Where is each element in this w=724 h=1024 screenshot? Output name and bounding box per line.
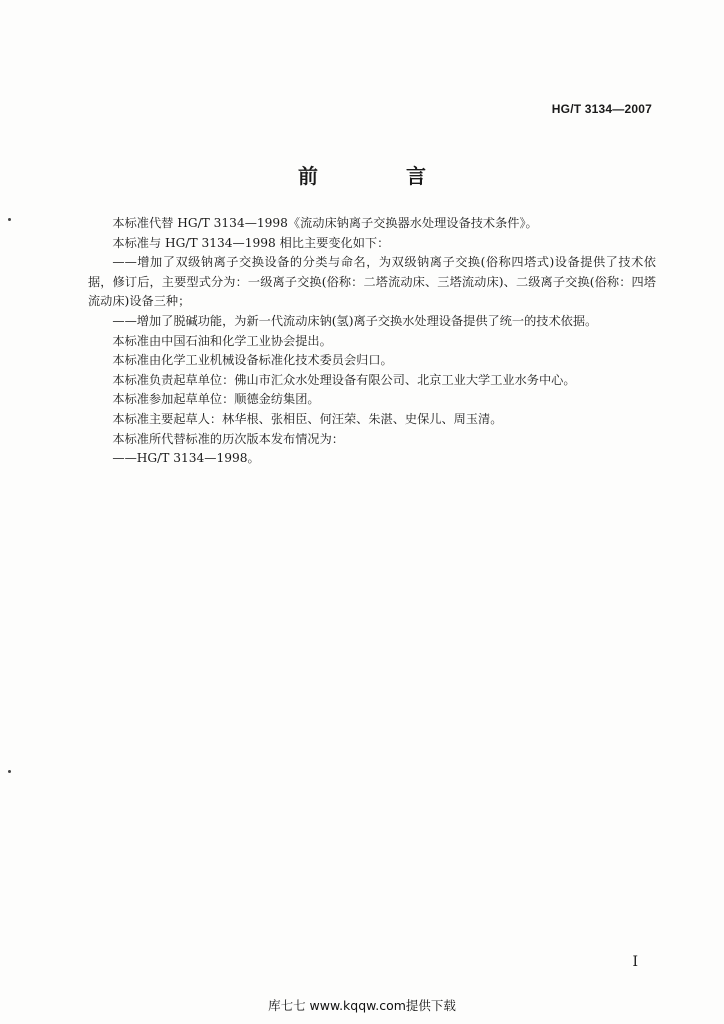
scan-speck bbox=[8, 770, 11, 773]
page-number: I bbox=[632, 954, 638, 970]
scan-speck bbox=[8, 218, 11, 221]
paragraph-centralized-by: 本标准由化学工业机械设备标准化技术委员会归口。 bbox=[112, 353, 393, 368]
preface-body bbox=[88, 214, 656, 469]
paragraph-replaces: 本标准代替 HG/T 3134—1998《流动床钠离子交换器水处理设备技术条件》。 bbox=[112, 216, 538, 230]
paragraph-proposed-by: 本标准由中国石油和化学工业协会提出。 bbox=[112, 333, 332, 348]
paragraph-participating-unit: 本标准参加起草单位：顺德金纺集团。 bbox=[112, 392, 320, 407]
footer-watermark: 库七七 www.kqqw.com提供下载 bbox=[268, 998, 456, 1013]
paragraph-change-dealkalization: ——增加了脱碱功能，为新一代流动床钠(氢)离子交换水处理设备提供了统一的技术依据。 bbox=[112, 313, 598, 328]
standard-code: HG/T 3134—2007 bbox=[551, 102, 652, 116]
paragraph-drafters: 本标准主要起草人：林华根、张相臣、何汪荣、朱湛、史保儿、周玉清。 bbox=[112, 411, 503, 426]
paragraph-change-classification: ——增加了双级钠离子交换设备的分类与命名，为双级钠离子交换(俗称四塔式)设备提供了技术依据，修订后，主要型式分为：一级离子交换(俗称：二塔流动床、三塔流动床)、二级离子交换(俗称：四塔流动床)设备三种； bbox=[88, 255, 656, 309]
paragraph-history-intro: 本标准所代替标准的历次版本发布情况为： bbox=[112, 431, 344, 446]
page-title: 前 言 bbox=[298, 164, 460, 188]
paragraph-history-item: ——HG/T 3134—1998。 bbox=[112, 451, 260, 466]
paragraph-changes-intro: 本标准与 HG/T 3134—1998 相比主要变化如下： bbox=[112, 235, 390, 250]
paragraph-drafting-unit: 本标准负责起草单位：佛山市汇众水处理设备有限公司、北京工业大学工业水务中心。 bbox=[112, 372, 576, 387]
